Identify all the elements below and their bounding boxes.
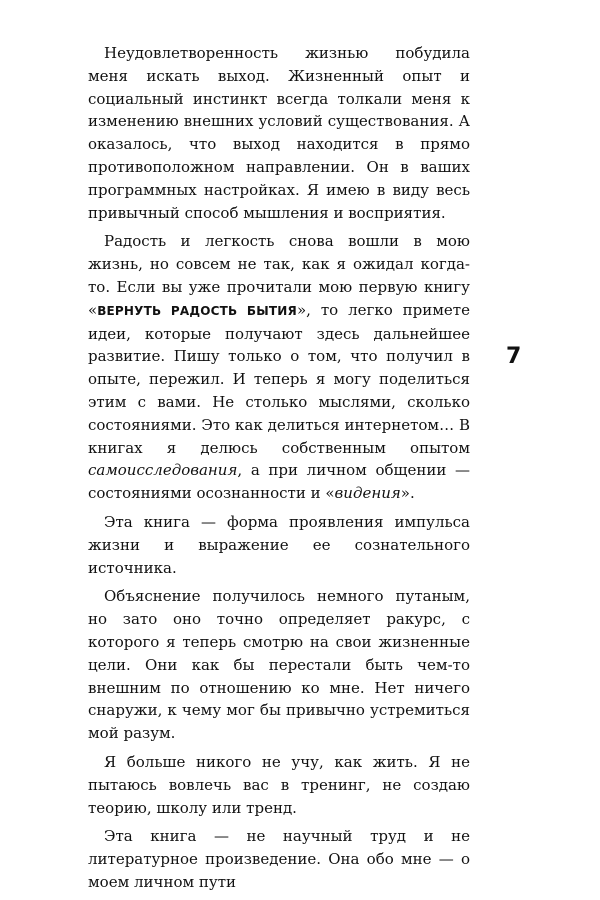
paragraph-2: [88, 230, 470, 505]
paragraph-5: Я больше никого не учу, как жить. Я не пытаюсь вовлечь вас в тренинг, не создаю теорию, школу или тренд.: [88, 752, 470, 817]
paragraph-3: Эта книга — форма проявления импульса жизни и выражение ее сознательного источника.: [88, 512, 470, 577]
paragraph-2-part-4: ».: [400, 484, 415, 503]
paragraph-1: Неудовлетворенность жизнью побудила меня искать выход. Жизненный опыт и социальный инстинкт всегда толкали меня к изменению внешних условий существования. А оказалось, что выход находится в прямо противоположном направлении. Он в ваших программных настройках. Я имею в виду весь привычный способ мышления и восприятия.: [88, 44, 470, 222]
paragraph-6: Эта книга — не научный труд и не литературное произведение. Она обо мне — о моем личном пути: [88, 827, 470, 891]
paragraph-2-part-1: Радость и легкость снова вошли в мою жизнь, но совсем не так, как я ожидал когда-то. Если вы уже прочитали мою первую книгу «: [88, 232, 470, 319]
paragraph-2-part-2: », то легко примете идеи, которые получают здесь дальнейшее развитие. Пишу только о том, что получил в опыте, пережил. И теперь я могу поделиться этим с вами. Не столько мыслями, сколько состояниями. Это как делиться интернетом… В книгах я делюсь собственным опытом: [88, 300, 470, 457]
paragraph-2-part-3: , а при личном общении — состояниями осознанности и «: [88, 461, 470, 503]
italic-vision: видения: [334, 484, 401, 503]
italic-self-research: самоисследования: [88, 461, 238, 480]
body-text: [88, 42, 470, 900]
book-title-reference: ВЕРНУТЬ РАДОСТЬ БЫТИЯ: [97, 303, 297, 318]
page-number: 7: [506, 344, 522, 369]
paragraph-4: Объяснение получилось немного путаным, но зато оно точно определяет ракурс, с которого я теперь смотрю на свои жизненные цели. Они как бы перестали быть чем-то внешним по отношению ко мне. Нет ничего снаружи, к чему мог бы привычно устремиться мой разум.: [88, 587, 470, 743]
